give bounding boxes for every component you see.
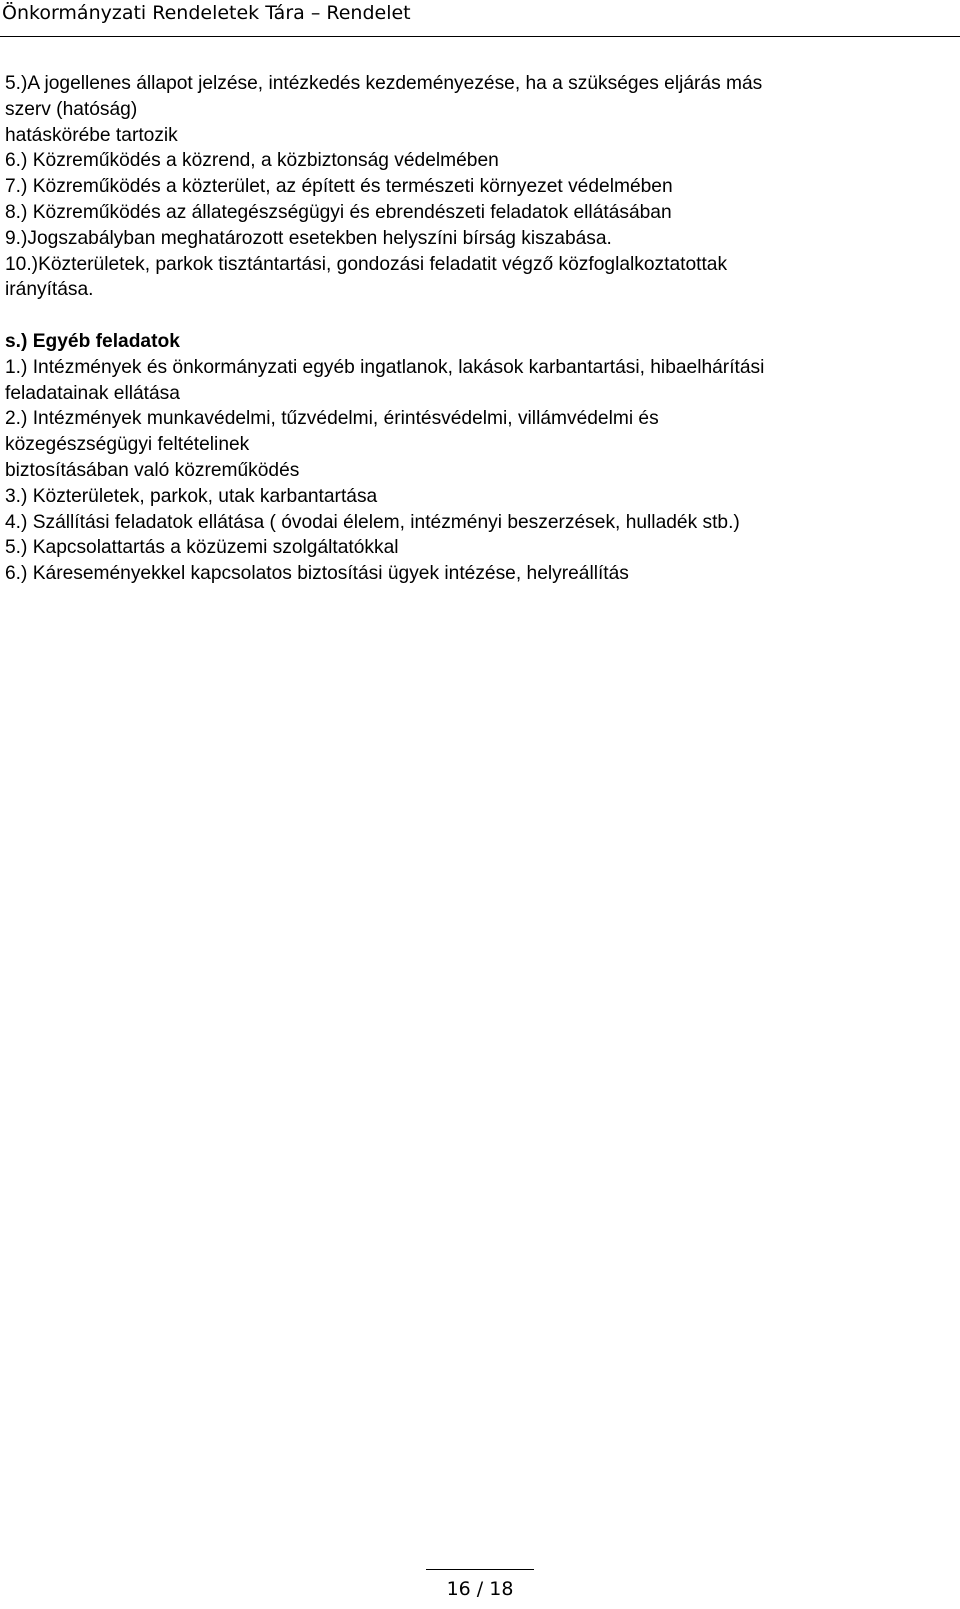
page-title: Önkormányzati Rendeletek Tára – Rendelet	[2, 2, 411, 24]
duty-line: 7.) Közreműködés a közterület, az épített és természeti környezet védelmében	[5, 176, 673, 198]
paragraph-gap	[5, 303, 950, 329]
duty-line: 5.)A jogellenes állapot jelzése, intézkedés kezdeményezése, ha a szükséges eljárás más	[5, 73, 763, 94]
page-footer	[0, 1569, 960, 1609]
page-header	[0, 0, 960, 37]
duty-line: irányítása.	[5, 279, 94, 301]
section-line: 3.) Közterületek, parkok, utak karbantartása	[5, 485, 378, 507]
duty-line: 6.) Közreműködés a közrend, a közbiztonság védelmében	[5, 150, 499, 172]
duties-list	[5, 71, 950, 303]
section-line: biztosításában való közreműködés	[5, 459, 300, 481]
duty-line: 9.)Jogszabályban meghatározott esetekben helyszíni bírság kiszabása.	[5, 227, 612, 249]
section-line: 1.) Intézmények és önkormányzati egyéb ingatlanok, lakások karbantartási, hibaelhárítási	[5, 356, 765, 378]
section-heading: s.) Egyéb feladatok	[5, 330, 180, 352]
section-line: 4.) Szállítási feladatok ellátása ( óvodai élelem, intézményi beszerzések, hulladék stb.)	[5, 511, 740, 533]
section-line: 2.) Intézmények munkavédelmi, tűzvédelmi, érintésvédelmi, villámvédelmi és	[5, 408, 659, 430]
section-line: 5.) Kapcsolattartás a közüzemi szolgáltatókkal	[5, 537, 399, 559]
section-line: 6.) Káreseményekkel kapcsolatos biztosítási ügyek intézése, helyreállítás	[5, 563, 629, 585]
section-line: közegészségügyi feltételinek	[5, 434, 250, 456]
duty-line: 8.) Közreműködés az állategészségügyi és ebrendészeti feladatok ellátásában	[5, 201, 672, 223]
duty-line: hatáskörébe tartozik	[5, 124, 178, 146]
page-number: 16 / 18	[446, 1578, 514, 1600]
section-line: feladatainak ellátása	[5, 382, 180, 404]
document-body	[5, 71, 950, 587]
footer-divider	[426, 1569, 534, 1570]
duty-line: szerv (hatóság)	[5, 98, 138, 120]
other-duties-section	[5, 329, 950, 587]
duty-line: 10.)Közterületek, parkok tisztántartási, gondozási feladatit végző közfoglalkoztatottak	[5, 253, 728, 275]
